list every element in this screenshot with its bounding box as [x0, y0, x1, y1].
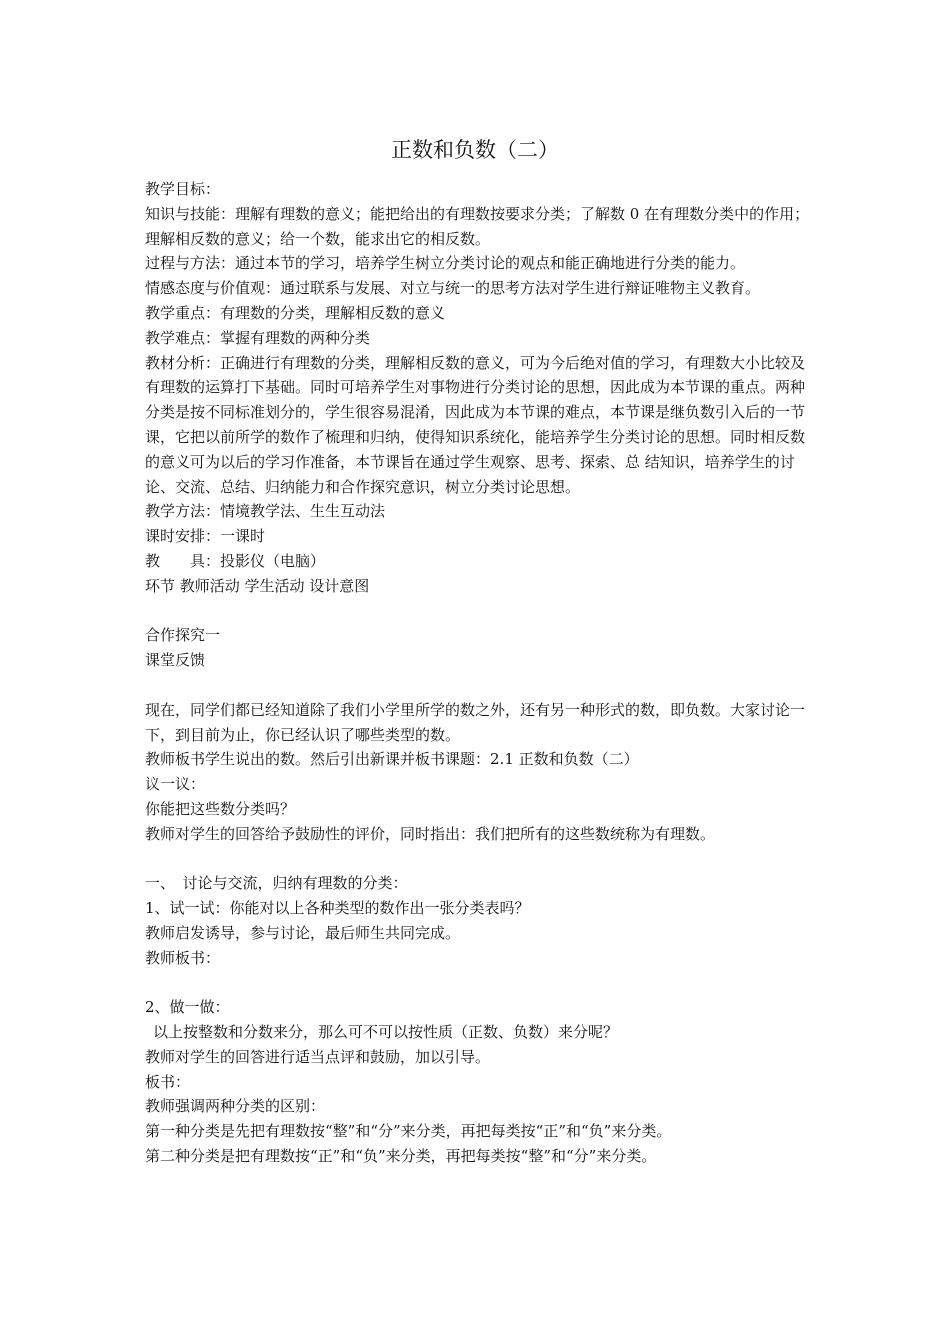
paragraph-teaching-method: 教学方法：情境教学法、生生互动法: [145, 502, 386, 521]
paragraph-do-it: 2、做一做：: [145, 998, 230, 1017]
paragraph-key-points: 教学重点：有理数的分类，理解相反数的意义: [145, 303, 446, 322]
paragraph-table-header: 环节 教师活动 学生活动 设计意图: [145, 576, 370, 595]
document-body: [145, 177, 813, 1169]
paragraph-board: 板书：: [145, 1072, 191, 1091]
paragraph-try-it: 1、试一试：你能对以上各种类型的数作出一张分类表吗？: [145, 899, 530, 918]
paragraph-knowledge-skills: 知识与技能：理解有理数的意义；能把给出的有理数按要求分类；了解数 0 在有理数分类中的作用；理解相反数的意义；给一个数，能求出它的相反数。: [145, 204, 810, 248]
paragraph-question: 你能把这些数分类吗？: [145, 799, 296, 818]
paragraph-teacher-comment: 教师对学生的回答进行适当点评和鼓励，加以引导。: [145, 1047, 491, 1066]
paragraph-process-method: 过程与方法：通过本节的学习，培养学生树立分类讨论的观点和能正确地进行分类的能力。: [145, 254, 746, 273]
paragraph-class-hours: 课时安排：一课时: [145, 527, 266, 546]
paragraph-intro: 现在，同学们都已经知道除了我们小学里所学的数之外，还有另一种形式的数，即负数。大家讨论一下，到目前为止，你已经认识了哪些类型的数。: [145, 700, 806, 744]
paragraph-difficulties: 教学难点：掌握有理数的两种分类: [145, 328, 371, 347]
paragraph-teacher-board: 教师板书：: [145, 948, 221, 967]
paragraph-class-feedback: 课堂反馈: [145, 651, 206, 670]
paragraph-discuss: 议一议：: [145, 775, 206, 794]
paragraph-second-classification: 第二种分类是把有理数按“正”和“负”来分类，再把每类按“整”和“分”来分类。: [145, 1147, 657, 1166]
paragraph-classify-by-sign: 以上按整数和分数来分，那么可不可以按性质（正数、负数）来分呢？: [153, 1023, 619, 1042]
paragraph-teaching-goals-heading: 教学目标：: [145, 180, 221, 198]
paragraph-rational-definition: 教师对学生的回答给予鼓励性的评价，同时指出：我们把所有的这些数统称为有理数。: [145, 824, 716, 843]
paragraph-teacher-guides: 教师启发诱导，参与讨论，最后师生共同完成。: [145, 923, 461, 942]
blank-line: [145, 673, 813, 698]
blank-line: [145, 599, 813, 624]
paragraph-teaching-tools: 教 具：投影仪（电脑）: [145, 551, 326, 570]
document-title: 正数和负数（二）: [391, 138, 559, 162]
paragraph-material-analysis: 教材分析：正确进行有理数的分类，理解相反数的意义，可为今后绝对值的学习，有理数大小比较及有理数的运算打下基础。同时可培养学生对事物进行分类讨论的思想，因此成为本节课的重点。两种分类是按不同标准划分的，学生很容易混淆，因此成为本节课的难点，本节课是继负数引入后的一节课，它把以前所学的数作了梳理和归纳，使得知识系统化，能培养学生分类讨论的思想。同时相反数的意义可为以后的学习作准备，本节课旨在通过学生观察、思考、探索、总 结知识，培养学生的讨论、交流、总结、归纳能力和合作探究意识，树立分类讨论思想。: [145, 353, 806, 496]
paragraph-first-classification: 第一种分类是先把有理数按“整”和“分”来分类，再把每类按“正”和“负”来分类。: [145, 1122, 672, 1141]
blank-line: [145, 971, 813, 996]
paragraph-cooperative-inquiry: 合作探究一: [145, 626, 221, 645]
paragraph-section-one: 一、 讨论与交流，归纳有理数的分类：: [145, 874, 408, 893]
blank-line: [145, 847, 813, 872]
paragraph-emphasis: 教师强调两种分类的区别：: [145, 1097, 326, 1116]
paragraph-attitude-values: 情感态度与价值观：通过联系与发展、对立与统一的思考方法对学生进行辩证唯物主义教育。: [145, 279, 761, 298]
paragraph-board-topic: 教师板书学生说出的数。然后引出新课并板书课题：2.1 正数和负数（二）: [145, 750, 639, 769]
